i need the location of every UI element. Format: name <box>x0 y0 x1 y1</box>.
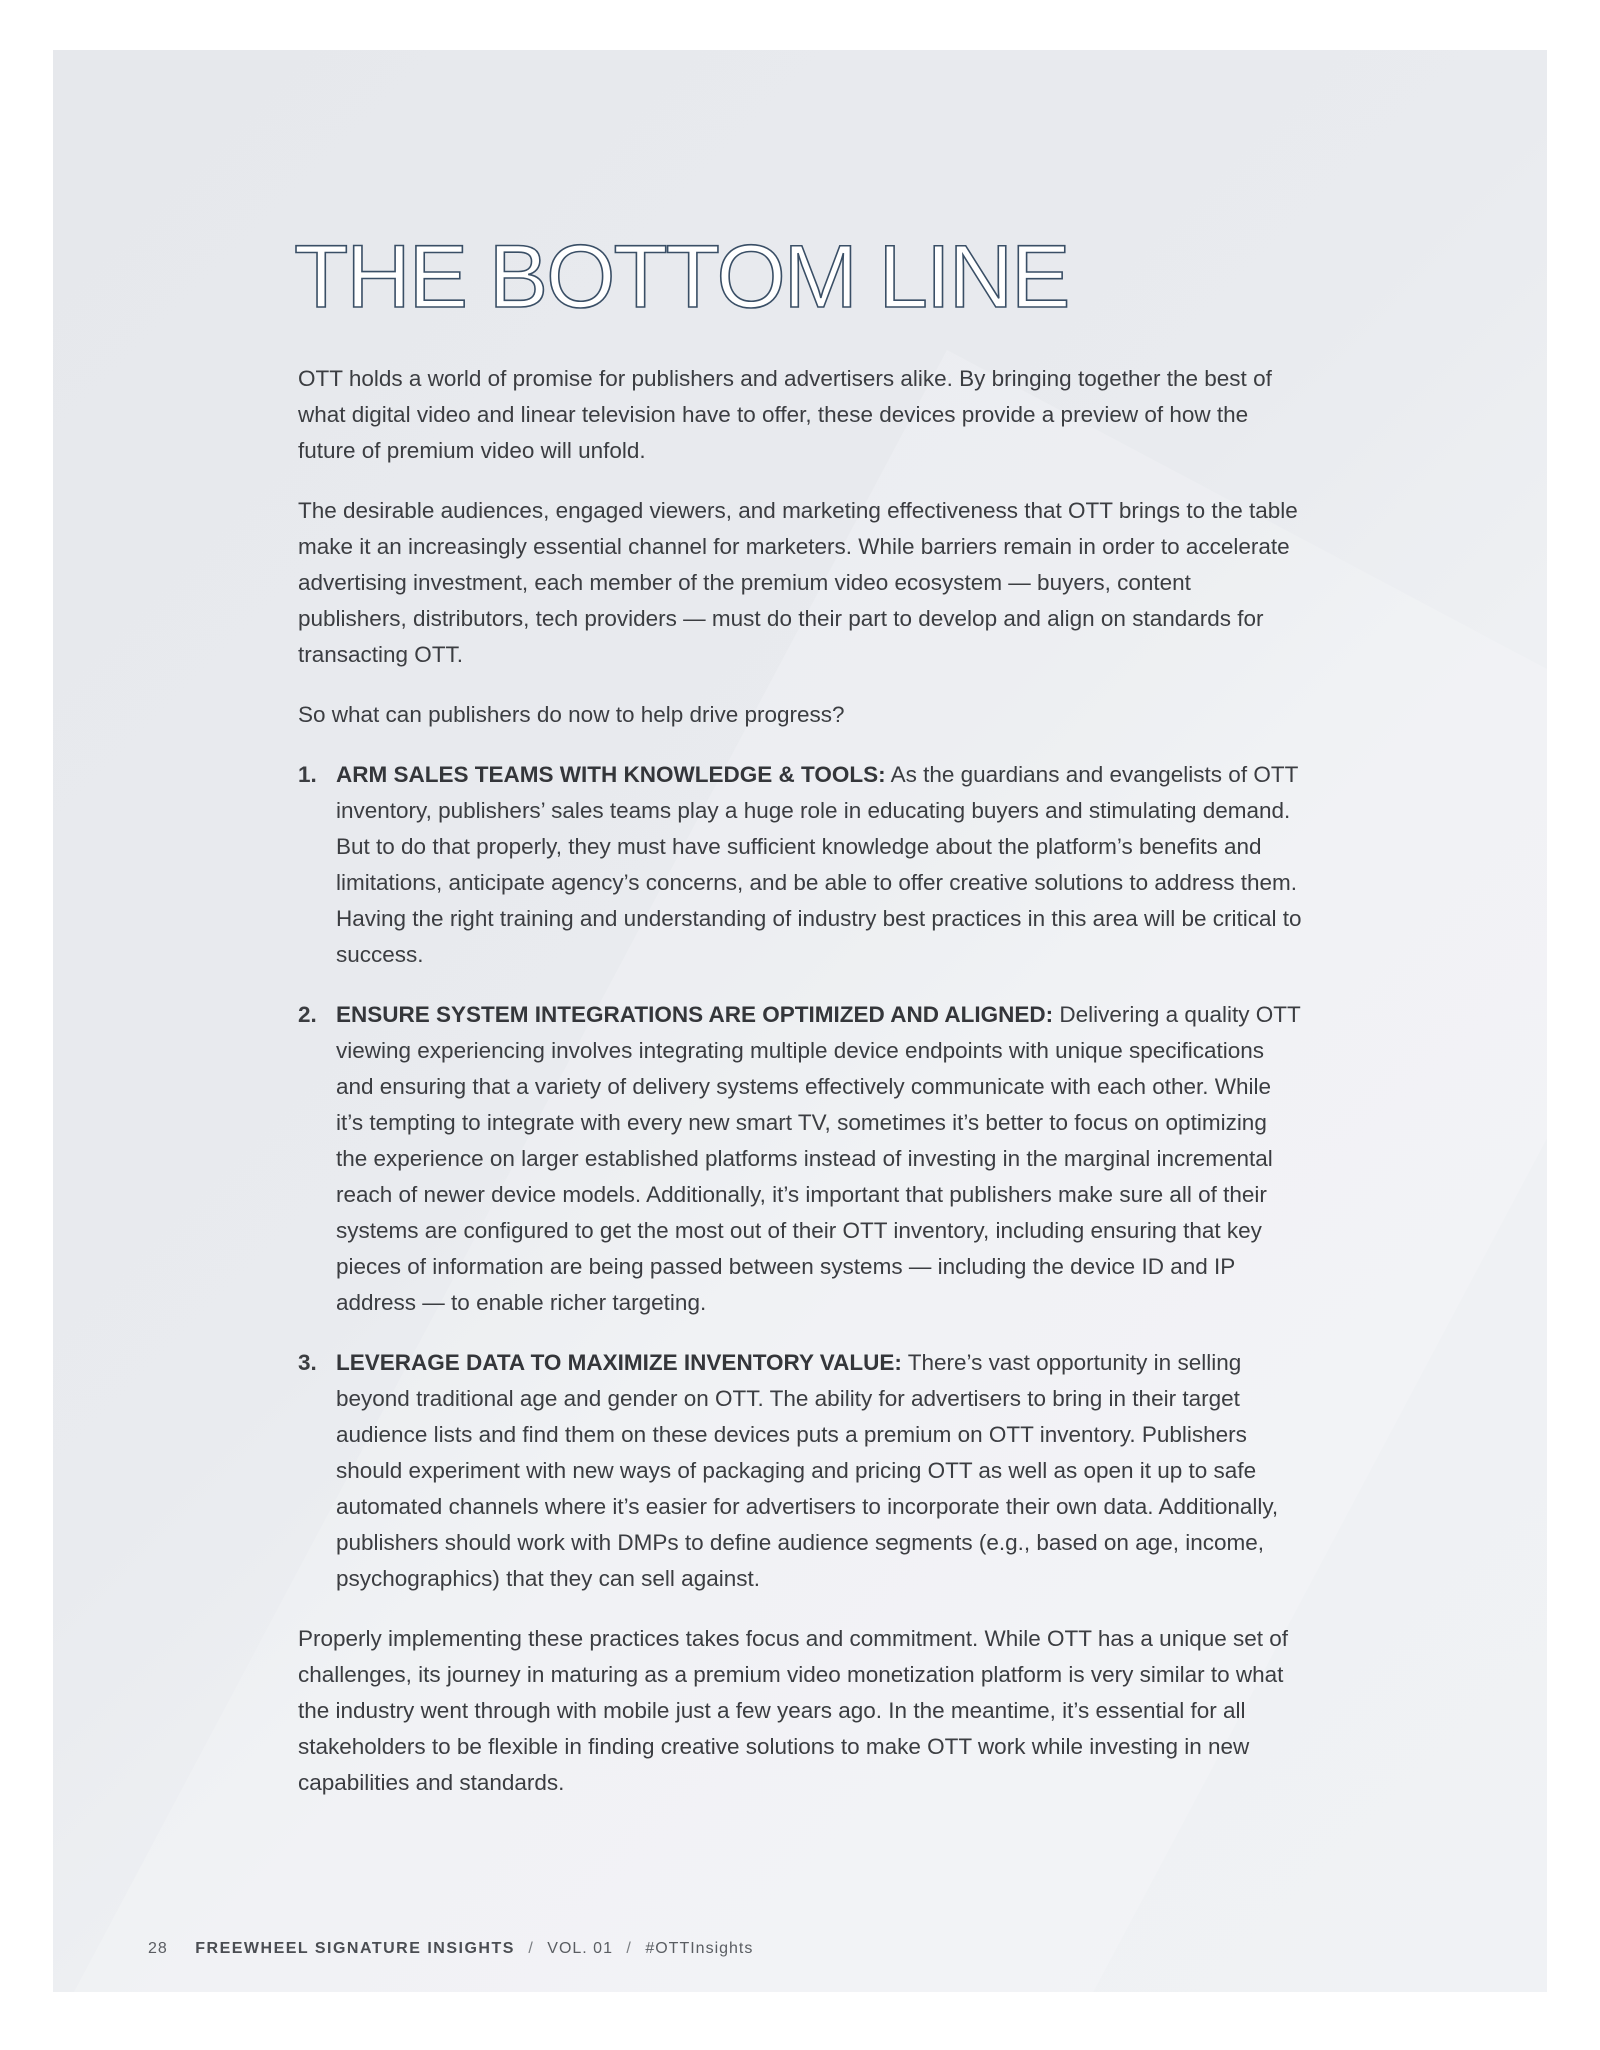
list-item <box>298 997 1303 1321</box>
list-item-number: 2. <box>298 1002 317 1027</box>
page-footer <box>148 1940 753 1958</box>
intro-question: So what can publishers do now to help drive progress? <box>298 702 845 727</box>
page-number: 28 <box>148 1940 168 1957</box>
list-item-text: As the guardians and evangelists of OTT inventory, publishers’ sales teams play a huge role in educating buyers and stimulating demand. But to do that properly, they must have sufficient knowledge about the platform’s benefits and limitations, anticipate agency’s concerns, and be able to offer creative solutions to address them. Having the right training and understanding of industry best practices in this area will be critical to success. <box>336 762 1302 967</box>
footer-separator: / <box>626 1940 632 1957</box>
page-title: THE BOTTOM LINE <box>294 226 1069 326</box>
intro-paragraph-2: The desirable audiences, engaged viewers, and marketing effectiveness that OTT brings to the table make it an increasingly essential channel for marketers. While barriers remain in order to accelerate advertising investment, each member of the premium video ecosystem — buyers, content publishers, distributors, tech providers — must do their part to develop and align on standards for transacting OTT. <box>298 498 1298 667</box>
article-body <box>294 226 1303 1825</box>
intro-paragraph-1: OTT holds a world of promise for publishers and advertisers alike. By bringing together the best of what digital video and linear television have to offer, these devices provide a preview of how the future of premium video will unfold. <box>298 366 1272 463</box>
footer-separator: / <box>528 1940 534 1957</box>
list-item <box>298 1345 1303 1597</box>
closing-paragraph: Properly implementing these practices takes focus and commitment. While OTT has a unique set of challenges, its journey in maturing as a premium video monetization platform is very similar to what the industry went through with mobile just a few years ago. In the meantime, it’s essential for all stakeholders to be flexible in finding creative solutions to make OTT work while investing in new capabilities and standards. <box>298 1626 1289 1795</box>
hashtag: #OTTInsights <box>645 1940 754 1957</box>
list-item-number: 1. <box>298 762 317 787</box>
list-item-number: 3. <box>298 1350 317 1375</box>
list-item-text: There’s vast opportunity in selling beyond traditional age and gender on OTT. The ability for advertisers to bring in their target audience lists and find them on these devices puts a premium on OTT inventory. Publishers should experiment with new ways of packaging and pricing OTT as well as open it up to safe automated channels where it’s easier for advertisers to incorporate their own data. Additionally, publishers should work with DMPs to define audience segments (e.g., based on age, income, psychographics) that they can sell against. <box>336 1350 1279 1591</box>
list-item-heading: LEVERAGE DATA TO MAXIMIZE INVENTORY VALUE: <box>336 1350 902 1375</box>
list-item <box>298 757 1303 973</box>
publication-name: FREEWHEEL SIGNATURE INSIGHTS <box>195 1940 515 1957</box>
volume-label: VOL. 01 <box>547 1940 613 1957</box>
list-item-heading: ARM SALES TEAMS WITH KNOWLEDGE & TOOLS: <box>336 762 886 787</box>
practices-list <box>298 757 1303 1597</box>
list-item-text: Delivering a quality OTT viewing experiencing involves integrating multiple device endpoints with unique specifications and ensuring that a variety of delivery systems effectively communicate with each other. While it’s tempting to integrate with every new smart TV, sometimes it’s better to focus on optimizing the experience on larger established platforms instead of investing in the marginal incremental reach of newer device models. Additionally, it’s important that publishers make sure all of their systems are configured to get the most out of their OTT inventory, including ensuring that key pieces of information are being passed between systems — including the device ID and IP address — to enable richer targeting. <box>336 1002 1301 1315</box>
list-item-heading: ENSURE SYSTEM INTEGRATIONS ARE OPTIMIZED AND ALIGNED: <box>336 1002 1054 1027</box>
